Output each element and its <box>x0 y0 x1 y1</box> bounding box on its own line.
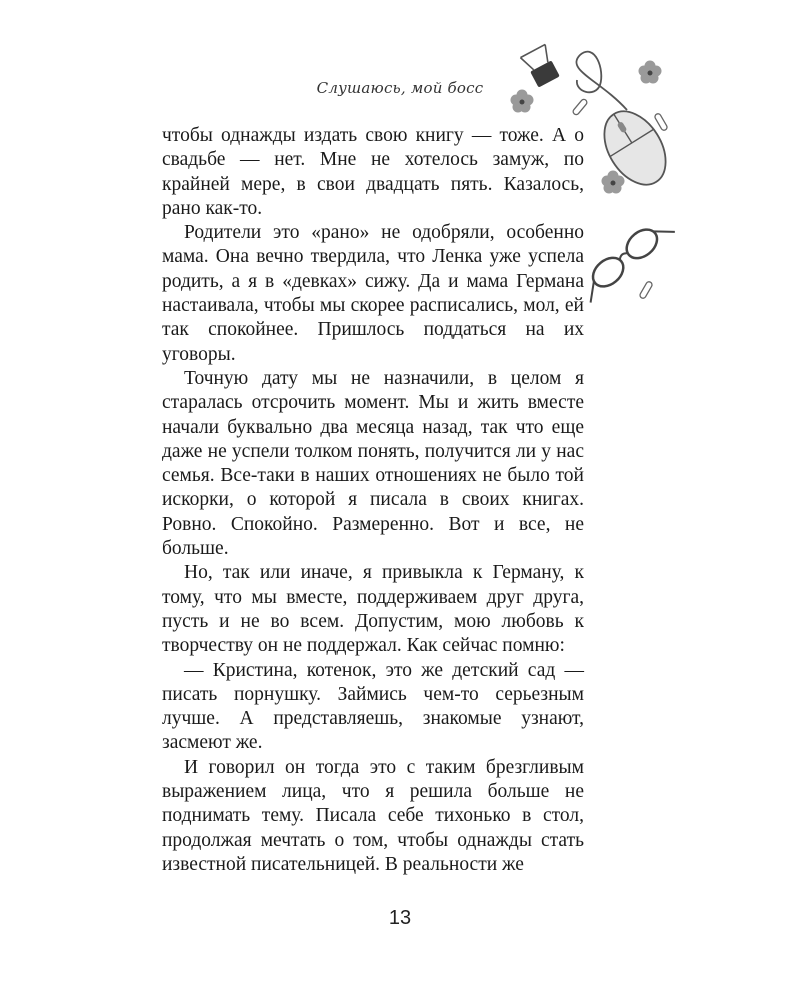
binder-clip-icon <box>520 44 561 88</box>
paragraph: — Кристина, котенок, это же детский сад — писать порнушку. Займись чем-то серьезным лучше. А представляешь, знакомые узнают, засмеют же. <box>162 659 584 754</box>
flower-icon <box>511 90 534 113</box>
paragraph: чтобы однажды издать свою книгу — тоже. А о свадьбе — нет. Мне не хотелось замуж, по крайней мере, в свои двадцать пять. Казалось, рано как-то. <box>162 125 584 219</box>
paper-clip-icon <box>639 281 653 300</box>
page-number: 13 <box>388 907 412 929</box>
paragraph: Родители это «рано» не одобряли, особенно мама. Она вечно твердила, что Ленка уже успела родить, а я в «девках» сижу. Да и мама Германа настаивала, чтобы мы скорее расписались, мол, ей так спокойнее. Пришлось поддаться на их уговоры. <box>162 222 584 365</box>
body-text <box>162 124 584 877</box>
paragraph: Точную дату мы не назначили, в целом я старалась отсрочить момент. Мы и жить вместе начали буквально два месяца назад, так что еще даже не успели толком понять, получится ли у нас семья. Все-таки в наших отношениях не было той искорки, о которой я писала в своих книгах. Ровно. Спокойно. Размеренно. Вот и все, не больше. <box>162 367 584 560</box>
paper-clip-icon <box>654 113 668 132</box>
eyeglasses-icon <box>575 213 675 302</box>
flower-icon <box>639 61 662 84</box>
paper-clip-icon <box>572 98 588 116</box>
paragraph: Но, так или иначе, я привыкла к Герману, к тому, что мы вместе, поддерживаем друг друга, пусть и не во всем. Допустим, мою любовь к творчеству он не поддержал. Как сейчас помню: <box>162 562 584 657</box>
flower-icon <box>602 171 625 194</box>
paragraph: И говорил он тогда это с таким брезгливым выражением лица, что я решила больше не поднимать тему. Писала себе тихонько в стол, продолжая мечтать о том, чтобы однажды стать известной писательницей. В реальности же <box>162 756 584 875</box>
running-title: Слушаюсь, мой босс <box>316 79 484 97</box>
mouse-cable <box>576 52 627 110</box>
